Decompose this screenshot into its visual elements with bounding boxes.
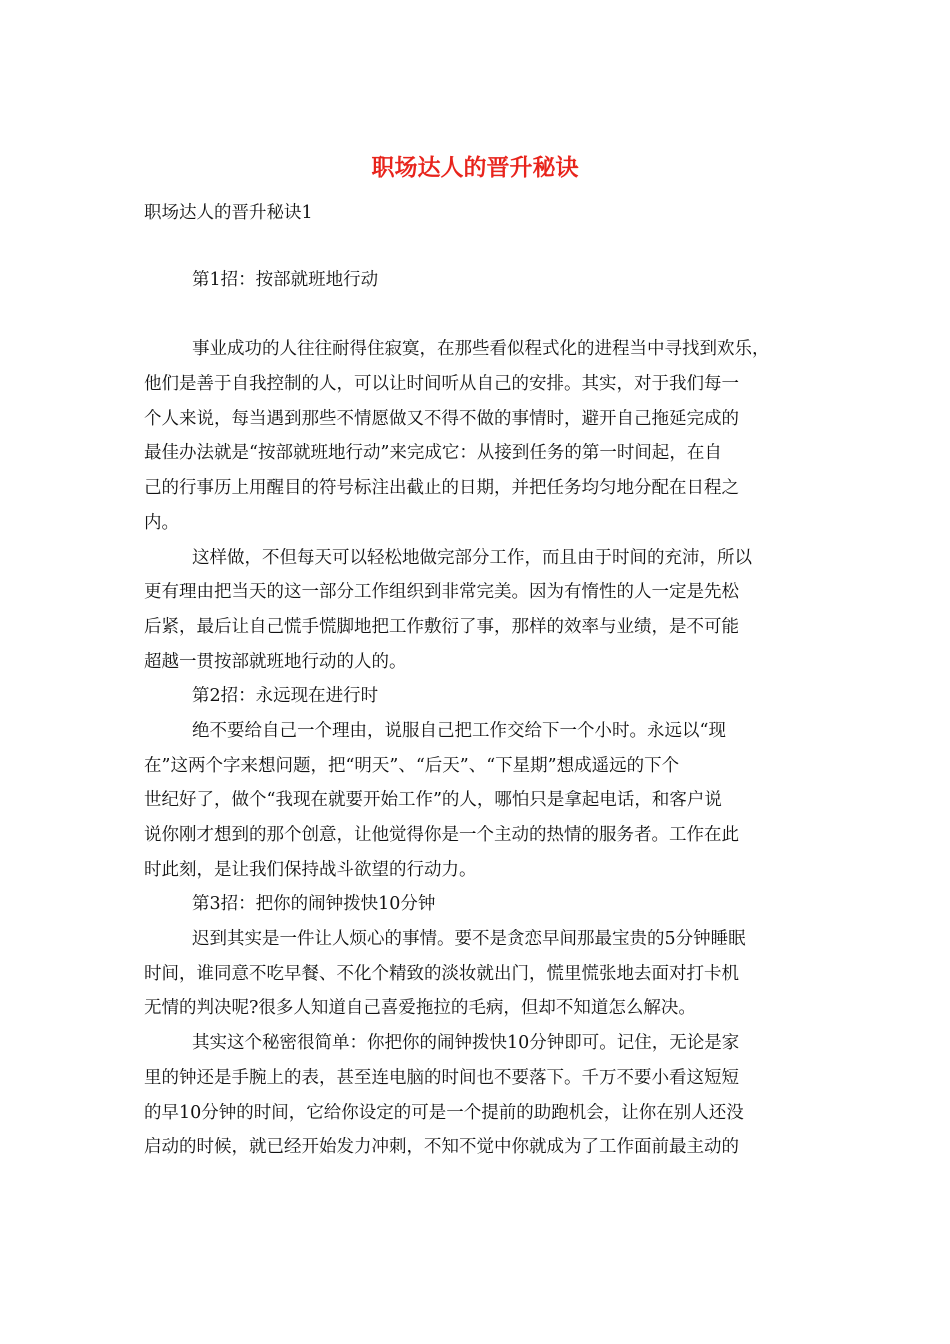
text-line: 时此刻，是让我们保持战斗欲望的行动力。	[144, 859, 477, 880]
text-line: 超越一贯按部就班地行动的人的。	[144, 651, 407, 672]
text-line: 他们是善于自我控制的人，可以让时间听从自己的安排。其实，对于我们每一	[144, 374, 739, 395]
text-line: 第2招：永远现在进行时	[192, 686, 379, 707]
text-line: 无情的判决呢?很多人知道自己喜爱拖拉的毛病，但却不知道怎么解决。	[144, 998, 696, 1019]
text-line: 时间，谁同意不吃早餐、不化个精致的淡妆就出门，慌里慌张地去面对打卡机	[144, 963, 739, 984]
text-line: 第3招：把你的闹钟拨快10分钟	[192, 894, 436, 915]
document-subtitle: 职场达人的晋升秘诀1	[144, 203, 313, 223]
text-line: 迟到其实是一件让人烦心的事情。要不是贪恋早间那最宝贵的5分钟睡眠	[192, 929, 746, 950]
text-line: 这样做，不但每天可以轻松地做完部分工作，而且由于时间的充沛，所以	[192, 547, 752, 568]
text-line: 后紧，最后让自己慌手慌脚地把工作敷衍了事，那样的效率与业绩，是不可能	[144, 616, 739, 637]
text-line: 的早10分钟的时间，它给你设定的可是一个提前的助跑机会，让你在别人还没	[144, 1102, 744, 1123]
text-line: 第1招：按部就班地行动	[192, 270, 379, 290]
text-line: 在”这两个字来想问题，把“明天”、“后天”、“下星期”想成遥远的下个	[144, 755, 680, 776]
text-line: 启动的时候，就已经开始发力冲刺，不知不觉中你就成为了工作面前最主动的	[144, 1137, 739, 1158]
text-line: 里的钟还是手腕上的表，甚至连电脑的时间也不要落下。千万不要小看这短短	[144, 1067, 739, 1088]
text-line: 说你刚才想到的那个创意，让他觉得你是一个主动的热情的服务者。工作在此	[144, 825, 739, 845]
text-line: 个人来说，每当遇到那些不情愿做又不得不做的事情时，避开自己拖延完成的	[144, 408, 739, 429]
text-line: 己的行事历上用醒目的符号标注出截止的日期，并把任务均匀地分配在日程之	[144, 478, 739, 499]
text-line: 绝不要给自己一个理由，说服自己把工作交给下一个小时。永远以“现	[192, 720, 726, 741]
text-line: 世纪好了，做个“我现在就要开始工作”的人，哪怕只是拿起电话，和客户说	[144, 790, 722, 811]
paragraph-gap	[144, 298, 824, 333]
text-line: 事业成功的人往往耐得住寂寞，在那些看似程式化的进程当中寻找到欢乐，	[192, 339, 770, 360]
text-line: 内。	[144, 512, 179, 533]
text-line: 最佳办法就是“按部就班地行动”来完成它：从接到任务的第一时间起，在自	[144, 443, 722, 464]
page-title: 职场达人的晋升秘诀	[371, 154, 579, 181]
text-line: 更有理由把当天的这一部分工作组织到非常完美。因为有惰性的人一定是先松	[144, 582, 739, 603]
document-body	[144, 263, 824, 1165]
text-line: 其实这个秘密很简单：你把你的闹钟拨快10分钟即可。记住，无论是家	[192, 1033, 740, 1054]
